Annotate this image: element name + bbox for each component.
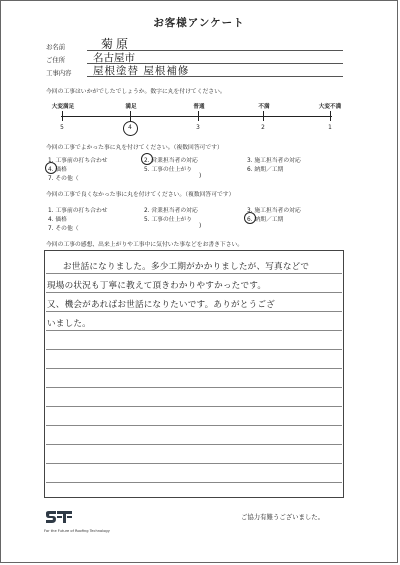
thanks-text: ご協力有難うございました。 (241, 513, 325, 521)
name-value: 菊原 (101, 37, 132, 51)
name-label: お名前 (46, 43, 66, 51)
comment-line-3: 又、機会があればお世話になりたいです。ありがとうござ (47, 300, 275, 310)
q2-option-1: 1. 工事前の打ち合わせ (48, 158, 108, 164)
comment-line-1: お世話になりました。多少工期がかかりましたが、写真などで (63, 262, 310, 272)
q2-selected-circle-4 (45, 162, 57, 174)
q3-option-7-close: ) (199, 223, 202, 229)
ruled-line (46, 368, 342, 369)
ruled-line (46, 482, 342, 483)
q3-option-2: 2. 営業担当者の対応 (144, 208, 198, 214)
scale-tick-2 (263, 111, 264, 121)
q2-option-6: 6. 納期／工期 (247, 167, 284, 173)
q3-option-7: 7. その他（ (48, 226, 79, 232)
address-label: ご住所 (46, 56, 66, 64)
address-value: 名古屋市 (93, 52, 135, 64)
ruled-line (46, 406, 342, 407)
q2-option-5: 5. 工事の仕上がり (144, 167, 192, 173)
q3-option-5: 5. 工事の仕上がり (144, 217, 192, 223)
scale-label-1: 大変不満 (318, 104, 342, 110)
scale-number-1: 1 (328, 125, 332, 131)
scale-label-2: 不満 (258, 104, 270, 110)
ruled-line (46, 463, 342, 464)
scale-tick-3 (198, 111, 199, 121)
work-underline (87, 76, 343, 77)
q2-question: 今回の工事でよかった事に丸を付けてください。（複数回答可です） (46, 145, 223, 151)
work-value: 屋根塗替 屋根補修 (93, 65, 190, 77)
ruled-line (46, 349, 342, 350)
survey-title: お客様アンケート (153, 17, 245, 29)
q2-option-2: 2. 営業担当者の対応 (144, 158, 198, 164)
logo-tagline: For the Future of Roofing Technology (44, 529, 110, 533)
company-logo (44, 510, 74, 528)
q2-option-3: 3. 施工担当者の対応 (247, 158, 301, 164)
q3-option-3: 3. 施工担当者の対応 (247, 208, 301, 214)
scale-label-3: 普通 (193, 104, 205, 110)
ruled-line (46, 444, 342, 445)
q3-option-4: 4. 価格 (48, 217, 67, 223)
comment-line-4: いました。 (47, 319, 91, 329)
scale-tick-5 (62, 111, 63, 121)
q2-option-4: 4. 価格 (48, 167, 67, 173)
scale-number-3: 3 (196, 125, 200, 131)
q2-option-7: 7. その他（ (48, 176, 79, 182)
q2-selected-circle-2 (141, 153, 153, 165)
q3-selected-circle-6 (244, 212, 256, 224)
q1-question: 今回の工事はいかがでしたでしょうか。数字に丸を付けてください。 (46, 89, 226, 95)
q4-question: 今回の工事の感想、出来上がりや工事中に気付いた事などをお書き下さい。 (46, 242, 244, 248)
scale-label-4: 満足 (125, 104, 137, 110)
ruled-line (46, 387, 342, 388)
q3-option-1: 1. 工事前の打ち合わせ (48, 208, 108, 214)
ruled-line (46, 425, 342, 426)
ruled-line (46, 330, 342, 331)
scale-label-5: 大変満足 (51, 104, 75, 110)
q3-question: 今回の工事で良くなかった事に丸を付けてください。（複数回答可です） (46, 192, 235, 198)
q1-selected-circle (123, 121, 138, 136)
scale-tick-4 (130, 111, 131, 121)
scale-number-2: 2 (261, 125, 265, 131)
scale-number-5: 5 (60, 125, 64, 131)
scale-tick-1 (330, 111, 331, 121)
logo-mark-icon (44, 510, 74, 528)
scale-line (61, 116, 332, 117)
ruled-line (46, 273, 342, 274)
q3-option-6: 6. 納期／工期 (247, 217, 284, 223)
scale-number-4: 4 (128, 125, 132, 131)
ruled-line (46, 292, 342, 293)
comment-line-2: 現場の状況も丁寧に教えて頂きわかりやすかったです。 (47, 281, 267, 291)
work-label: 工事内容 (46, 69, 72, 77)
ruled-line (46, 311, 342, 312)
q2-option-7-close: ) (199, 173, 202, 179)
